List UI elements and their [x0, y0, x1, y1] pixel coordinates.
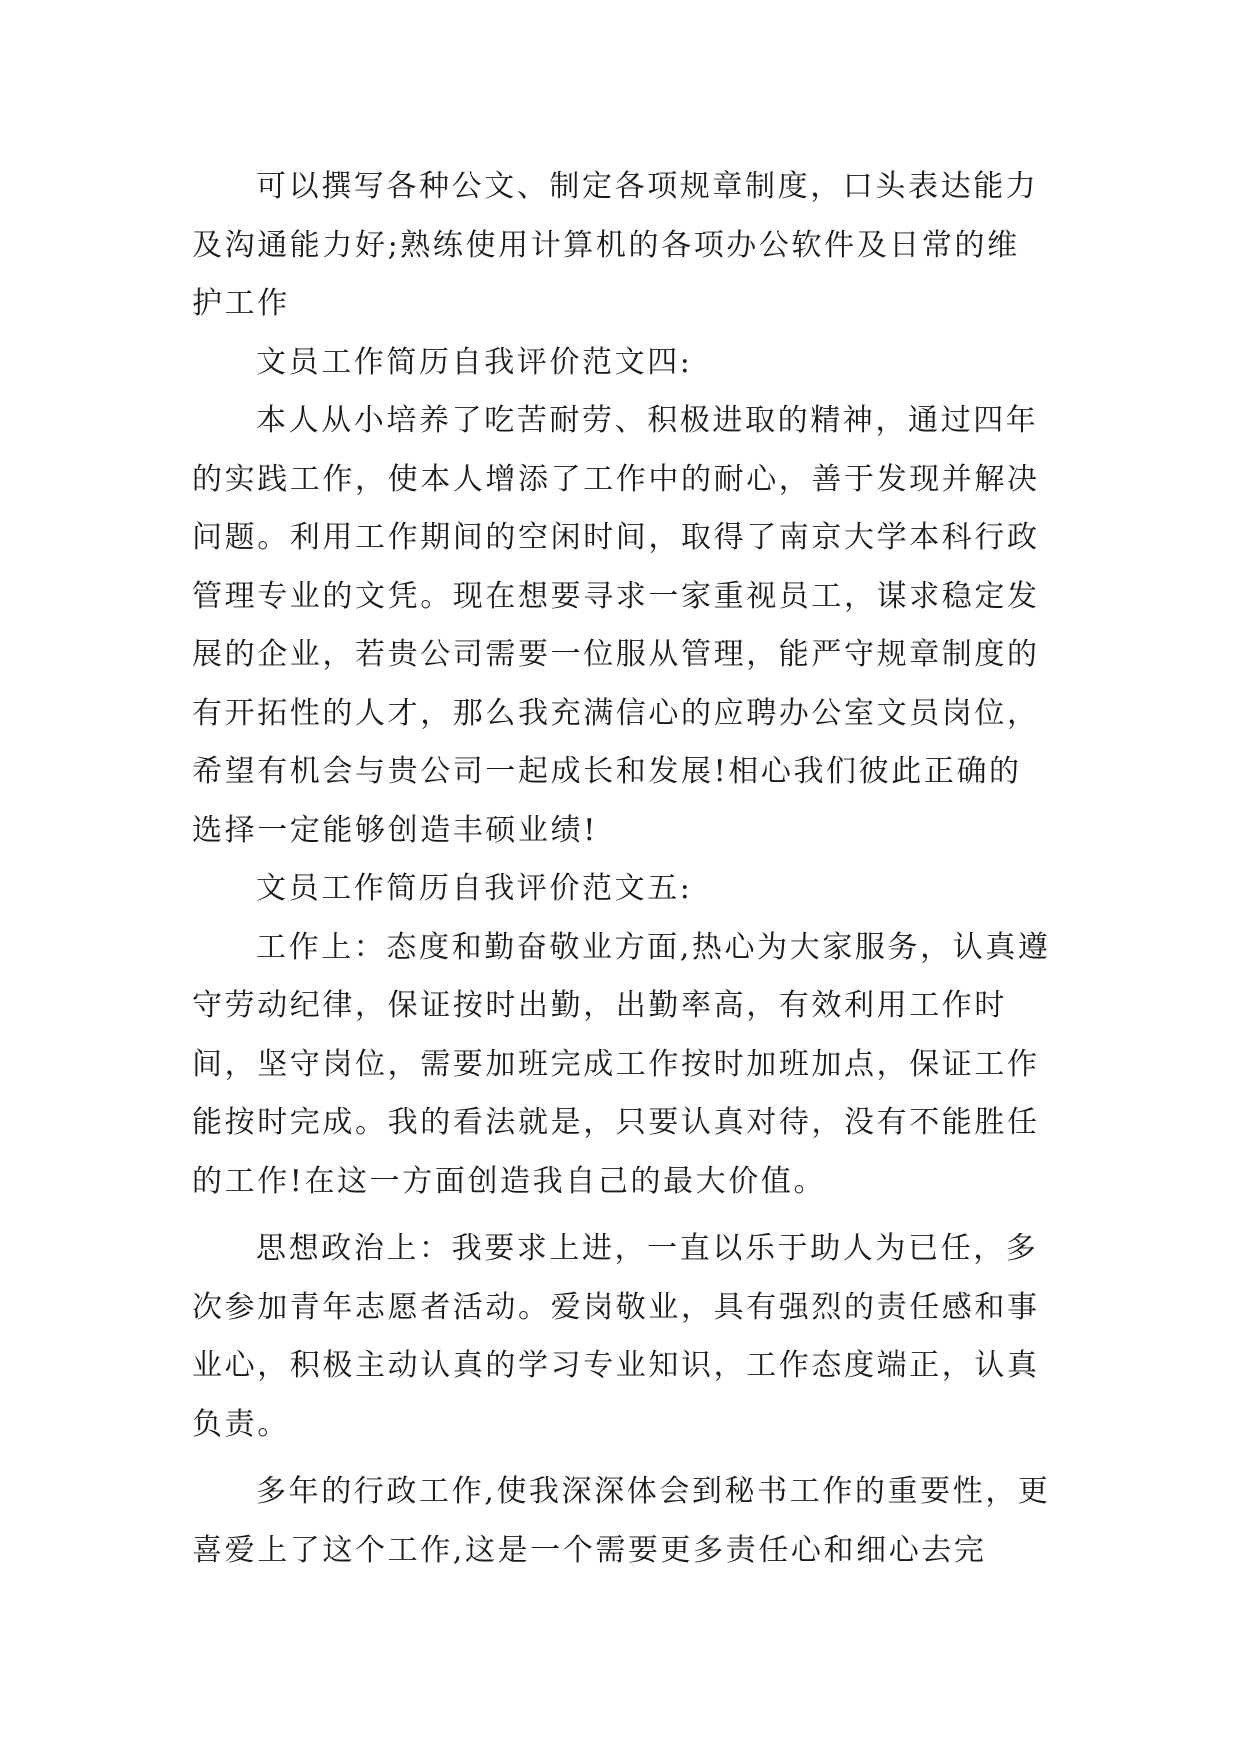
paragraph-admin-experience: 多年的行政工作,使我深深体会到秘书工作的重要性，更喜爱上了这个工作,这是一个需要更多责任心和细心去完: [192, 1474, 1051, 1568]
document-body: [192, 158, 1052, 1580]
paragraph-sample-four: 本人从小培养了吃苦耐劳、积极进取的精神，通过四年的实践工作，使本人增添了工作中的耐心，善于发现并解决问题。利用工作期间的空闲时间，取得了南京大学本科行政管理专业的文凭。现在想要寻求一家重视员工，谋求稳定发展的企业，若贵公司需要一位服从管理，能严守规章制度的有开拓性的人才，那么我充满信心的应聘办公室文员岗位，希望有机会与贵公司一起成长和发展!相心我们彼此正确的选择一定能够创造丰硕业绩!: [192, 403, 1040, 848]
paragraph-political: 思想政治上：我要求上进，一直以乐于助人为已任，多次参加青年志愿者活动。爱岗敬业，具有强烈的责任感和事业心，积极主动认真的学习专业知识，工作态度端正，认真负责。: [192, 1231, 1040, 1442]
heading-sample-five: 文员工作简历自我评价范文五:: [256, 871, 693, 906]
paragraph-work: 工作上：态度和勤奋敬业方面,热心为大家服务，认真遵守劳动纪律，保证按时出勤，出勤率高，有效利用工作时间，坚守岗位，需要加班完成工作按时加班加点，保证工作能按时完成。我的看法就是，只要认真对待，没有不能胜任的工作!在这一方面创造我自己的最大价值。: [192, 929, 1051, 1199]
heading-sample-four: 文员工作简历自我评价范文四:: [256, 344, 693, 380]
paragraph-skills: 可以撰写各种公文、制定各项规章制度，口头表达能力及沟通能力好;熟练使用计算机的各项办公软件及日常的维护工作: [192, 169, 1039, 321]
